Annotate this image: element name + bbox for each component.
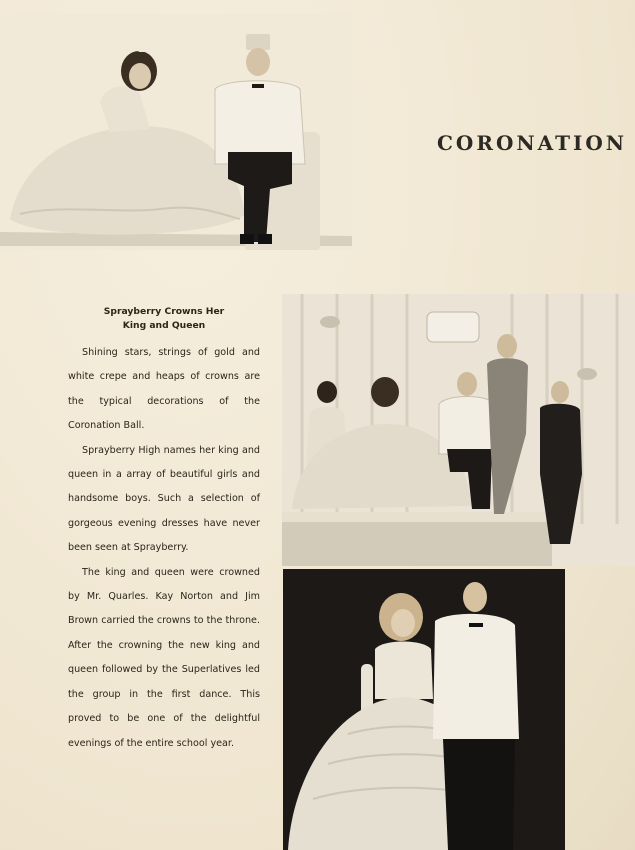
article-body [68,305,260,756]
article-paragraph-3: The king and queen were crowned by Mr. Quarles. Kay Norton and Jim Brown carried the crowns to the throne. After the crowning the new king and queen followed by the Superlatives led the group in the first dance. This proved to be one of the delightful evenings of the entire school year. [68,566,260,749]
photo-king-and-queen-seated [0,14,352,250]
article-paragraph-2: Sprayberry High names her king and queen in a array of beautiful girls and handsome boys. Such a selection of gorgeous evening dresses have never been seen at Sprayberry. [68,444,260,554]
article-headline [68,305,260,333]
photo-crowning-ceremony [282,294,635,566]
article-paragraph-1: Shining stars, strings of gold and white crepe and heaps of crowns are the typical decorations of the Coronation Ball. [68,347,260,432]
page-title: CORONATION [437,131,628,156]
headline-line-1: Sprayberry Crowns Her [103,306,225,317]
photo-king-and-queen-dance [283,569,565,850]
headline-line-2: King and Queen [122,320,206,331]
